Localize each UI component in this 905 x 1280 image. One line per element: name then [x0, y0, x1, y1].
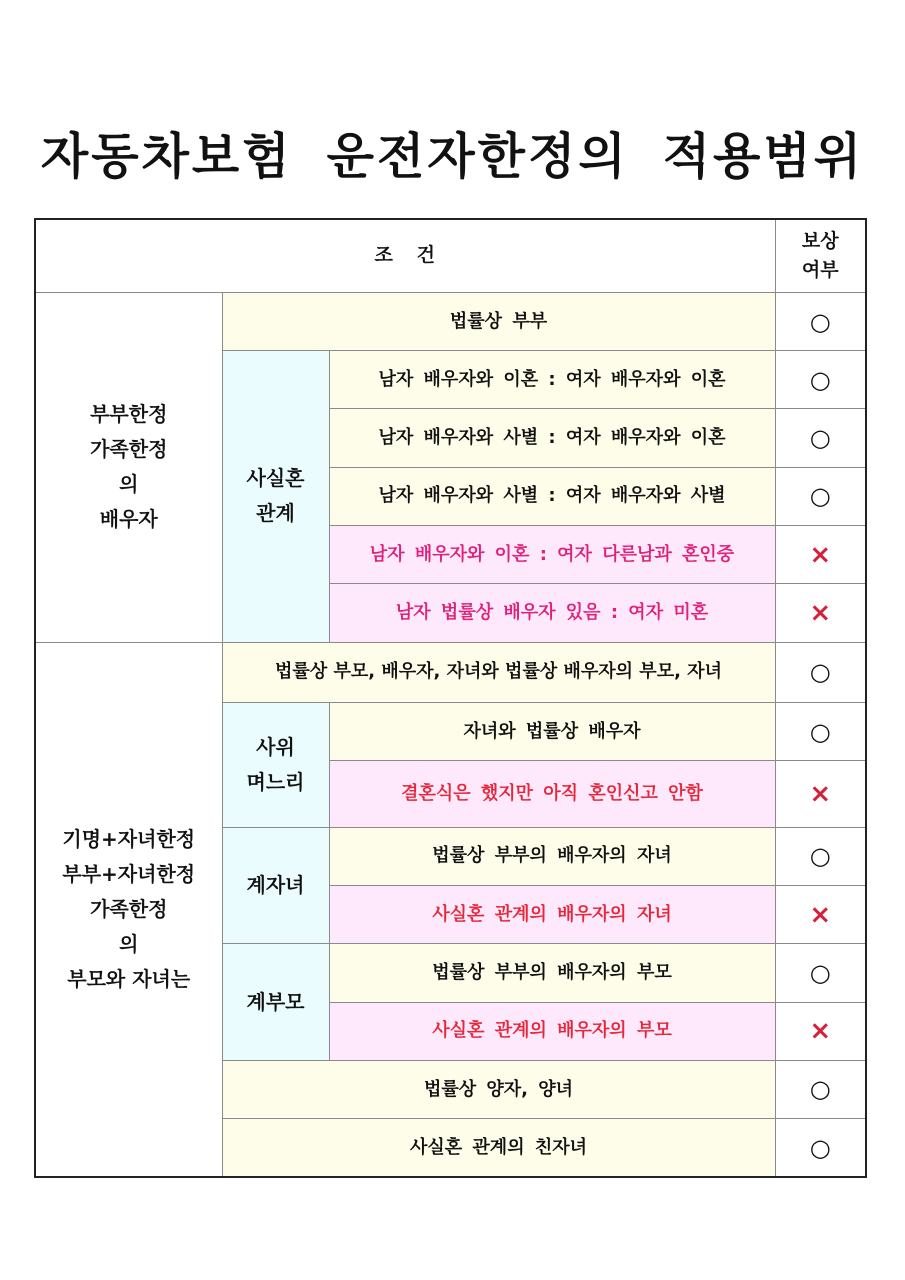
condition-cell: 사실혼 관계의 배우자의 부모 — [329, 1002, 775, 1060]
coverage-header-line-2: 여부 — [801, 258, 839, 281]
condition-cell: 남자 배우자와 이혼 : 여자 배우자와 이혼 — [329, 351, 775, 409]
covered-mark: ○ — [775, 409, 866, 467]
coverage-table — [34, 218, 867, 1178]
condition-cell: 남자 배우자와 이혼 : 여자 다른남과 혼인중 — [329, 526, 775, 584]
condition-cell: 법률상 부부 — [222, 292, 775, 350]
coverage-header-line-1: 보상 — [801, 230, 839, 253]
not-covered-mark: × — [775, 885, 866, 943]
subgroup-label-de-facto: 사실혼 관계 — [222, 351, 329, 642]
group-label-spouse: 부부한정 가족한정 의 배우자 — [35, 292, 222, 642]
covered-mark: ○ — [775, 1119, 866, 1177]
covered-mark: ○ — [775, 1060, 866, 1118]
document-title: 자동차보험 운전자한정의 적용범위 — [40, 128, 865, 185]
table-header-row — [35, 219, 866, 292]
condition-cell: 자녀와 법률상 배우자 — [329, 702, 775, 760]
group-label-family: 기명+자녀한정 부부+자녀한정 가족한정 의 부모와 자녀는 — [35, 642, 222, 1177]
not-covered-mark: × — [775, 761, 866, 827]
covered-mark: ○ — [775, 944, 866, 1002]
table-row — [35, 642, 866, 702]
condition-cell: 법률상 부부의 배우자의 부모 — [329, 944, 775, 1002]
condition-cell: 법률상 부부의 배우자의 자녀 — [329, 827, 775, 885]
condition-header: 조 건 — [35, 219, 775, 292]
covered-mark: ○ — [775, 827, 866, 885]
condition-cell: 사실혼 관계의 배우자의 자녀 — [329, 885, 775, 943]
condition-cell: 사실혼 관계의 친자녀 — [222, 1119, 775, 1177]
not-covered-mark: × — [775, 584, 866, 642]
subgroup-label-in-law: 사위 며느리 — [222, 702, 329, 827]
condition-cell: 남자 배우자와 사별 : 여자 배우자와 사별 — [329, 467, 775, 525]
condition-cell: 법률상 부모, 배우자, 자녀와 법률상 배우자의 부모, 자녀 — [222, 642, 775, 702]
coverage-header — [775, 219, 866, 292]
condition-cell: 법률상 양자, 양녀 — [222, 1060, 775, 1118]
covered-mark: ○ — [775, 292, 866, 350]
condition-cell: 남자 법률상 배우자 있음 : 여자 미혼 — [329, 584, 775, 642]
covered-mark: ○ — [775, 702, 866, 760]
subgroup-label-stepparent: 계부모 — [222, 944, 329, 1061]
covered-mark: ○ — [775, 467, 866, 525]
covered-mark: ○ — [775, 351, 866, 409]
table-row — [35, 292, 866, 350]
not-covered-mark: × — [775, 526, 866, 584]
not-covered-mark: × — [775, 1002, 866, 1060]
condition-cell: 결혼식은 했지만 아직 혼인신고 안함 — [329, 761, 775, 827]
subgroup-label-stepchild: 계자녀 — [222, 827, 329, 944]
condition-cell: 남자 배우자와 사별 : 여자 배우자와 이혼 — [329, 409, 775, 467]
covered-mark: ○ — [775, 642, 866, 702]
